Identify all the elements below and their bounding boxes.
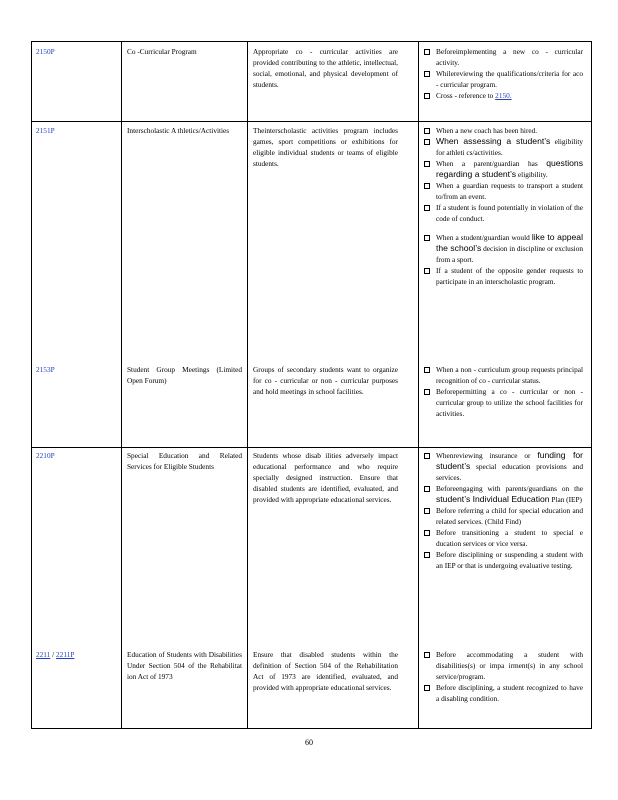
policy-title: Education of Students with Disabilities Under Section 504 of the Rehabilitat ion Act of 1973 [127, 650, 242, 681]
policy-code[interactable]: 2210P [36, 451, 55, 460]
list-item: When a guardian requests to transport a student to/from an event. [423, 180, 583, 202]
policy-title: Student Group Meetings (Limited Open Forum) [127, 365, 242, 385]
policy-table [31, 41, 592, 729]
policy-description: Students whose disab ilities adversely impact educational performance and who require specially designed instruction. Ensure that disabled students are identified, evaluated, and provided with appropriate educational services. [253, 451, 398, 504]
policy-code-link[interactable]: 2211 [36, 650, 51, 659]
column-divider [418, 42, 419, 728]
policy-description: Theinterscholastic activities program includes games, sport competitions or exhibitions for eligible individual students or teams of eligible students. [253, 126, 398, 168]
bullet-list [423, 125, 583, 287]
list-item: Beforeengaging with parents/guardians on the student’s Individual Education Plan (IEP) [423, 483, 583, 505]
list-item: Before accommodating a student with disabilities(s) or impa irment(s) in any school service/program. [423, 649, 583, 682]
page-number: 60 [305, 738, 313, 747]
list-item: When a student/guardian would like to appeal the school’s decision in discipline or exclusion from a sport. [423, 232, 583, 265]
table-row-2210P [36, 450, 116, 461]
policy-code[interactable]: 2153P [36, 365, 55, 374]
column-divider [247, 42, 248, 728]
table-row-2151P [36, 125, 116, 136]
list-item: Before transitioning a student to special e ducation services or vice versa. [423, 527, 583, 549]
list-item: If a student of the opposite gender requests to participate in an interscholastic program. [423, 265, 583, 287]
row-divider [32, 121, 591, 122]
list-item: If a student is found potentially in violation of the code of conduct. [423, 202, 583, 224]
policy-description: Appropriate co - curricular activities are provided contributing to the athletic, intellectual, social, emotional, and physical development of students. [253, 47, 398, 89]
list-item: Whilereviewing the qualifications/criteria for aco - curricular program. [423, 68, 583, 90]
row-divider [32, 447, 591, 448]
policy-code[interactable]: 2150P [36, 47, 55, 56]
cross-reference-link[interactable]: 2150. [495, 91, 512, 100]
list-item: Before disciplining, a student recognized to have a disabling condition. [423, 682, 583, 704]
table-row-2150P [36, 46, 116, 57]
policy-description: Groups of secondary students want to organize for co - curricular or non - curricular purposes and hold meetings in school facilities. [253, 365, 398, 396]
table-row-2153P [36, 364, 116, 375]
bullet-list [423, 450, 583, 571]
policy-description: Ensure that disabled students within the definition of Section 504 of the Rehabilitation Act of 1973 are identified, evaluated, and provided with appropriate educational services. [253, 650, 398, 692]
policy-title: Co -Curricular Program [127, 47, 197, 56]
policy-title: Interscholastic A thletics/Activities [127, 126, 230, 135]
list-item: Before referring a child for special education and related services. (Child Find) [423, 505, 583, 527]
list-item: When assessing a student’s eligibility for athleti cs/activities. [423, 136, 583, 158]
list-item: Before disciplining or suspending a student with an IEP or that is undergoing evaluative testing. [423, 549, 583, 571]
bullet-list [423, 46, 583, 101]
bullet-list [423, 364, 583, 419]
policy-code-link[interactable]: 2211P [56, 650, 75, 659]
list-item: When a new coach has been hired. [423, 125, 583, 136]
column-divider [121, 42, 122, 728]
bullet-list [423, 649, 583, 704]
list-item: Whenreviewing insurance or funding for student’s special education provisions and services. [423, 450, 583, 483]
list-item: Beforeimplementing a new co - curricular activity. [423, 46, 583, 68]
list-item: Cross - reference to 2150. [423, 90, 583, 101]
policy-title: Special Education and Related Services for Eligible Students [127, 451, 242, 471]
list-item: When a parent/guardian has questions regarding a student’s eligibility. [423, 158, 583, 180]
list-item: Beforepermitting a co - curricular or non - curricular group to utilize the school facilities for activities. [423, 386, 583, 419]
table-row-2211: 2211 / 2211P [36, 650, 75, 659]
policy-code[interactable]: 2151P [36, 126, 55, 135]
list-item: When a non - curriculum group requests principal recognition of co - curricular status. [423, 364, 583, 386]
